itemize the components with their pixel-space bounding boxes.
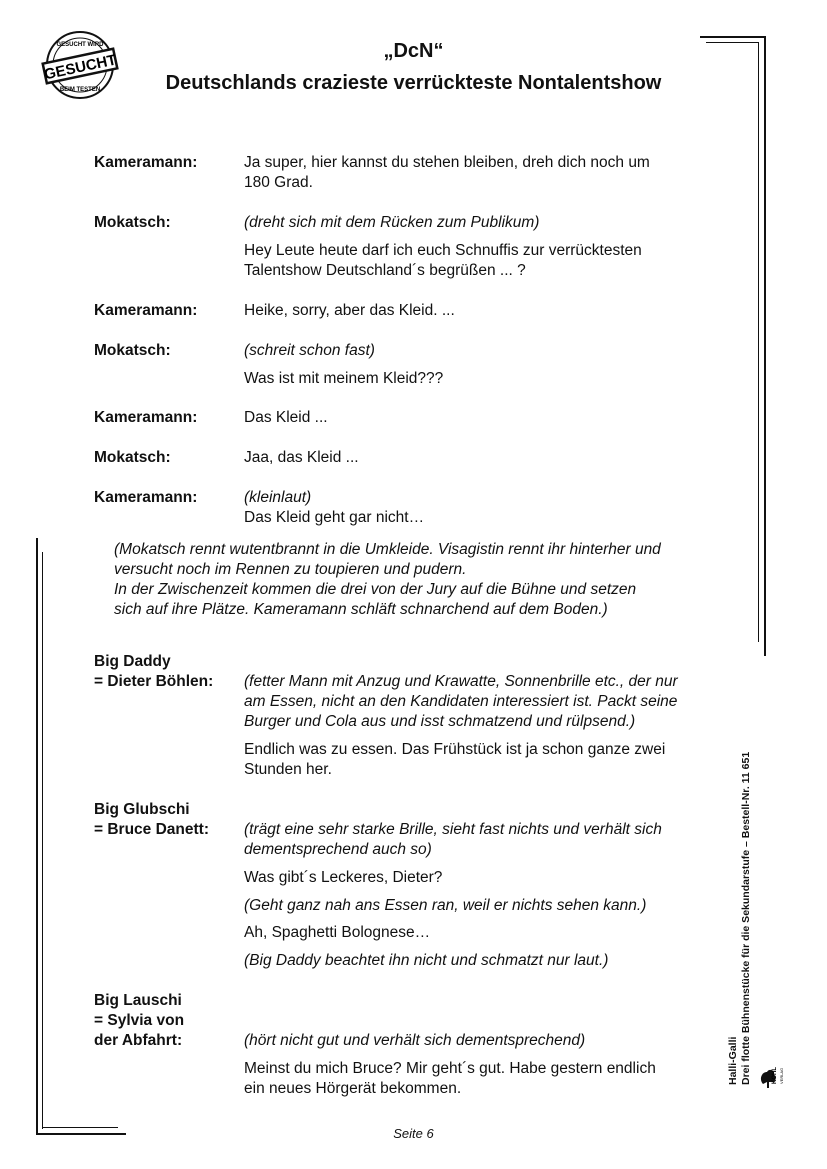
speaker-name: Kameramann: <box>94 489 198 506</box>
dialogue-line: Ja super, hier kannst du stehen bleiben, dreh dich noch um <box>244 154 650 171</box>
jury-name: der Abfahrt: <box>94 1032 183 1049</box>
jury-name: Big Daddy <box>94 653 171 670</box>
dialogue-line: Das Kleid geht gar nicht… <box>244 509 425 526</box>
speaker-name: Mokatsch: <box>94 214 171 231</box>
badge-top-text: GESUCHT WIRD <box>56 42 104 48</box>
speaker-name: Kameramann: <box>94 302 198 319</box>
jury-name: = Dieter Böhlen: <box>94 673 214 690</box>
stage-note: (Big Daddy beachtet ihn nicht und schmatzt nur laut.) <box>244 952 609 969</box>
dialogue-line: Talentshow Deutschland´s begrüßen ... ? <box>244 262 526 279</box>
speaker-name: Kameramann: <box>94 154 198 171</box>
dialogue-line: Stunden her. <box>244 761 332 778</box>
dialogue-line: Heike, sorry, aber das Kleid. ... <box>244 302 455 319</box>
stage-note: (fetter Mann mit Anzug und Krawatte, Sonnenbrille etc., der nur <box>244 673 678 690</box>
stage-direction-line: In der Zwischenzeit kommen die drei von der Jury auf die Bühne und setzen <box>114 581 637 598</box>
speaker-name: Kameramann: <box>94 409 198 426</box>
dialogue-line: Jaa, das Kleid ... <box>244 449 359 466</box>
stage-note: (schreit schon fast) <box>244 342 375 359</box>
logo-tag: VERLAG <box>779 1067 784 1084</box>
logo-text: KOHL <box>772 1067 778 1084</box>
dialogue-line: Hey Leute heute darf ich euch Schnuffis zur verrücktesten <box>244 242 642 259</box>
jury-name: Big Lauschi <box>94 992 182 1009</box>
stage-note: (dreht sich mit dem Rücken zum Publikum) <box>244 214 540 231</box>
stage-note: Burger und Cola aus und isst schmatzend und rülpsend.) <box>244 713 636 730</box>
frame-right-line <box>764 36 766 656</box>
stage-direction-line: sich auf ihre Plätze. Kameramann schläft schnarchend auf dem Boden.) <box>114 601 608 618</box>
dialogue-line: Meinst du mich Bruce? Mir geht´s gut. Habe gestern endlich <box>244 1060 656 1077</box>
dialogue-line: Endlich was zu essen. Das Frühstück ist ja schon ganze zwei <box>244 741 666 758</box>
dialogue-line: Was gibt´s Leckeres, Dieter? <box>244 869 443 886</box>
stage-note: (hört nicht gut und verhält sich dementsprechend) <box>244 1032 586 1049</box>
jury-name: = Sylvia von <box>94 1012 185 1029</box>
stage-note: (Geht ganz nah ans Essen ran, weil er nichts sehen kann.) <box>244 897 647 914</box>
jury-name: Big Glubschi <box>94 801 190 818</box>
frame-left-line <box>36 538 38 1135</box>
badge-bottom-text: BEIM TESTEN <box>59 87 101 93</box>
dialogue-line: ein neues Hörgerät bekommen. <box>244 1080 462 1097</box>
speaker-name: Mokatsch: <box>94 342 171 359</box>
publisher-book-info: Drei flotte Bühnenstücke für die Sekundarstufe – Bestell-Nr. 11 651 <box>740 751 752 1085</box>
dialogue-line: 180 Grad. <box>244 174 313 191</box>
badge-main-text: GESUCHT <box>42 51 118 84</box>
stage-note: dementsprechend auch so) <box>244 841 432 858</box>
stage-note: am Essen, nicht an den Kandidaten interessiert ist. Packt seine <box>244 693 678 710</box>
dialogue-line: Was ist mit meinem Kleid??? <box>244 370 444 387</box>
publisher-series-title: Halli-Galli <box>727 1036 739 1085</box>
page-title: „DcN“ <box>383 40 444 62</box>
frame-right-line-inner <box>758 42 759 642</box>
page-number: Seite 6 <box>393 1126 434 1141</box>
stage-direction-line: (Mokatsch rennt wutentbrannt in die Umkleide. Visagistin rennt ihr hinterher und <box>114 541 661 558</box>
speaker-name: Mokatsch: <box>94 449 171 466</box>
stage-note: (kleinlaut) <box>244 489 312 506</box>
publisher-sidebar <box>727 665 787 1085</box>
kohl-verlag-logo <box>757 1062 787 1092</box>
dialogue-line: Das Kleid ... <box>244 409 328 426</box>
dialogue-line: Ah, Spaghetti Bolognese… <box>244 924 431 941</box>
page-subtitle: Deutschlands crazieste verrückteste Nontalentshow <box>165 72 662 94</box>
frame-top-line <box>700 36 766 38</box>
stage-note: (trägt eine sehr starke Brille, sieht fast nichts und verhält sich <box>244 821 662 838</box>
stage-direction-line: versucht noch im Rennen zu toupieren und pudern. <box>114 561 467 578</box>
frame-left-line-inner <box>42 552 43 1129</box>
jury-name: = Bruce Danett: <box>94 821 209 838</box>
